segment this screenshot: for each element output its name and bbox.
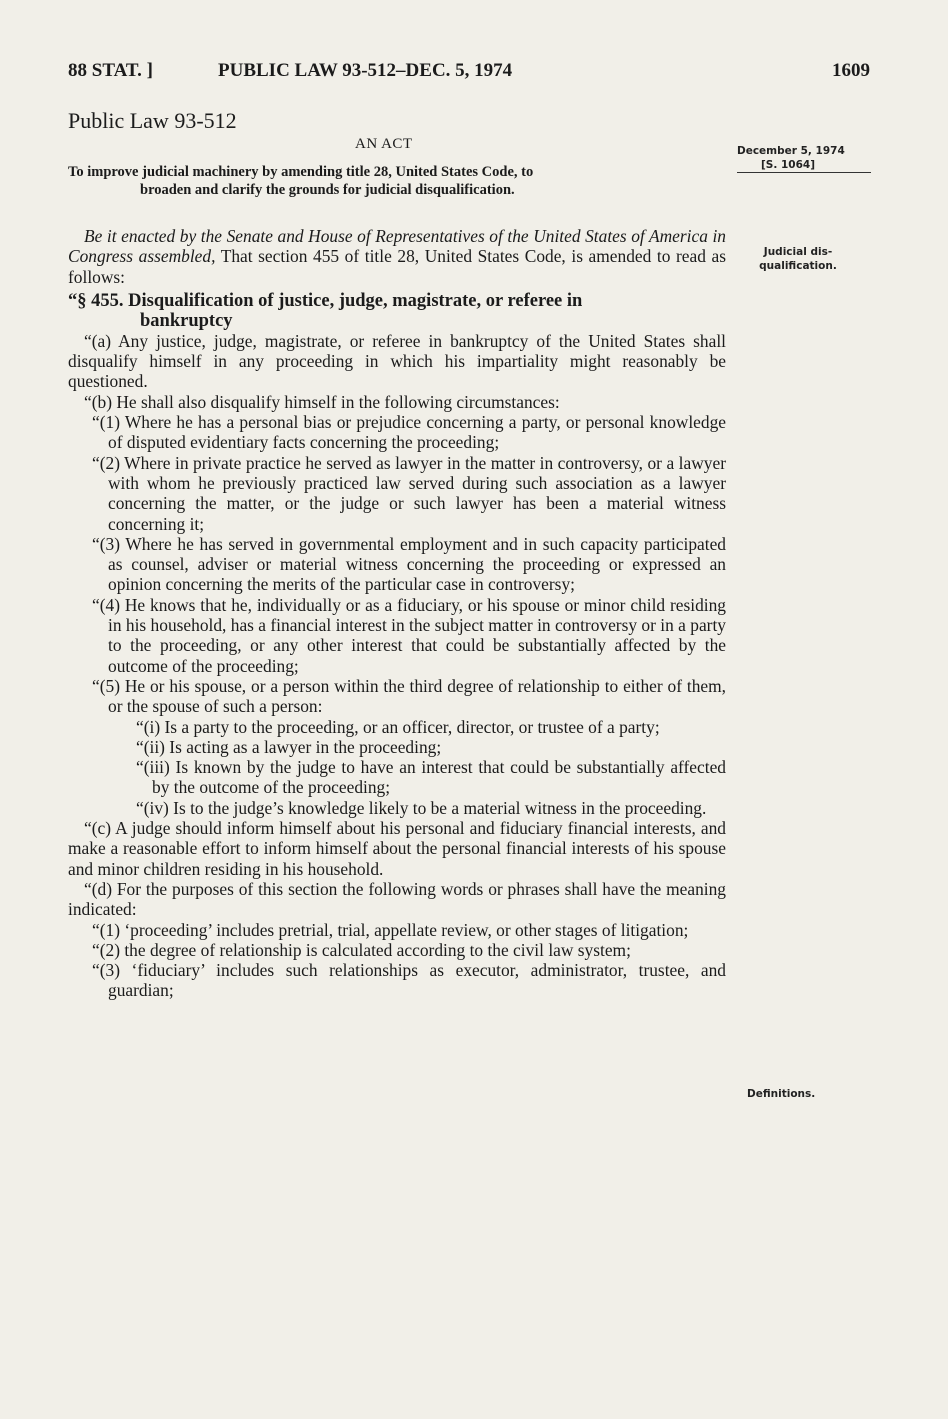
subsection-c: “(c) A judge should inform himself about his personal and fiduciary financial interests, and make a reasonable effort to inform himself about the personal financial interests of his spouse and minor children residing in his household. [68,818,726,879]
running-head [68,60,878,88]
clause-b5-ii: “(ii) Is acting as a lawyer in the proceeding; [136,736,442,757]
margin-note-disqualification [738,245,858,273]
purpose-line-1: To improve judicial machinery by amending title 28, United States Code, to [68,164,534,180]
act-purpose [68,163,728,199]
act-body [68,226,726,1001]
definition-d1: “(1) ‘proceeding’ includes pretrial, trial, appellate review, or other stages of litigation; [92,919,689,940]
enacting-clause-italic: Be it enacted by the Senate and House of Representatives of the United States of America in Congress assembled, [68,226,726,267]
margin-bill-number: [S. 1064] [737,158,871,173]
purpose-line-2: broaden and clarify the grounds for judicial disqualification. [140,182,515,198]
enacting-clause [68,226,726,287]
margin-note-date [737,144,877,173]
subsection-a: “(a) Any justice, judge, magistrate, or referee in bankruptcy of the United States shall disqualify himself in any proceeding in which his impartiality might reasonably be questioned. [68,330,726,392]
an-act-heading: AN ACT [355,136,413,152]
law-title: Public Law 93-512 [68,108,237,133]
clause-b3: “(3) Where he has served in governmental employment and in such capacity participated as counsel, adviser or material witness concerning the proceeding or expressed an opinion concerning the merits of the particular case in controversy; [92,533,726,595]
clause-b1: “(1) Where he has a personal bias or prejudice concerning a party, or personal knowledge of disputed evidentiary facts concerning the proceeding; [92,412,726,453]
clause-b5: “(5) He or his spouse, or a person within the third degree of relationship to either of them, or the spouse of such a person: [92,675,726,717]
clause-b4: “(4) He knows that he, individually or as a fiduciary, or his spouse or minor child residing in his household, has a financial interest in the subject matter in controversy or in a party to the proceeding, or any other interest that could be substantially affected by the outcome of the proceeding; [92,594,726,676]
definition-d3: “(3) ‘fiduciary’ includes such relationships as executor, administrator, trustee, and guardian; [92,960,726,1001]
clause-b2: “(2) Where in private practice he served as lawyer in the matter in controversy, or a lawyer with whom he previously practiced law served during such association as a lawyer concerning the matter, or the judge or such lawyer has been a material witness concerning it; [92,452,726,534]
section-heading-line-2: bankruptcy [140,310,233,331]
margin-disqualification-line-1: Judicial dis- [763,246,833,258]
clause-b5-iv: “(iv) Is to the judge’s knowledge likely to be a material witness in the proceeding. [136,797,707,818]
clause-b5-iii: “(iii) Is known by the judge to have an interest that could be substantially affected by the outcome of the proceeding; [136,757,726,798]
law-date-heading: PUBLIC LAW 93-512–DEC. 5, 1974 [218,60,513,81]
section-heading-line-1: “§ 455. Disqualification of justice, judge, magistrate, or referee in [68,290,583,311]
definition-d2: “(2) the degree of relationship is calculated according to the civil law system; [92,939,631,960]
margin-note-definitions: Definitions. [747,1088,816,1100]
subsection-b: “(b) He shall also disqualify himself in the following circumstances: [84,391,560,412]
section-heading [68,291,726,331]
subsection-d: “(d) For the purposes of this section the following words or phrases shall have the meaning indicated: [68,878,726,920]
statute-volume: 88 STAT. ] [68,60,153,81]
margin-date: December 5, 1974 [737,145,845,157]
margin-disqualification-line-2: qualification. [759,260,837,272]
clause-b5-i: “(i) Is a party to the proceeding, or an officer, director, or trustee of a party; [136,716,660,737]
page-number: 1609 [832,60,870,81]
enacting-clause-rest: That section 455 of title 28, United States Code, is amended to read as follows: [68,246,726,287]
